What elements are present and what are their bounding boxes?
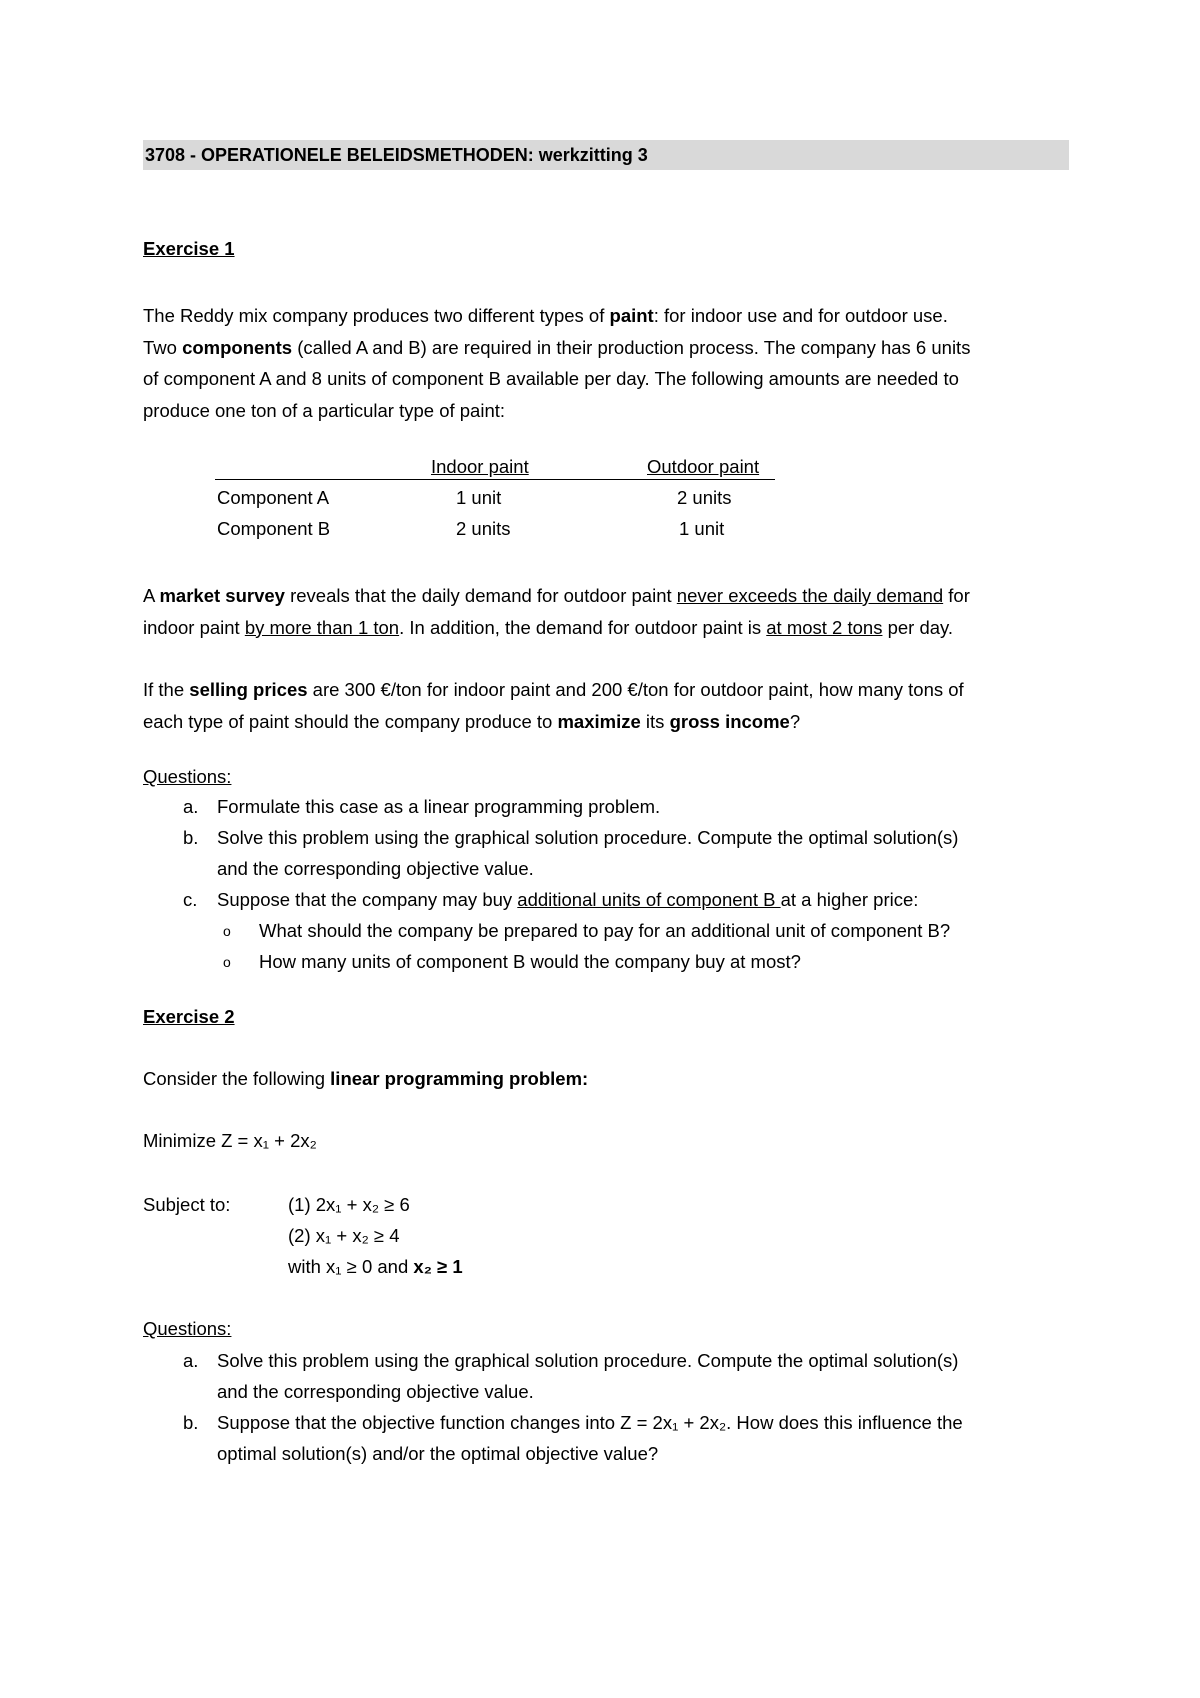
constraint-2: (2) x₁ + x₂ ≥ 4	[288, 1225, 400, 1246]
exercise1-intro	[143, 300, 1073, 426]
survey-line-2: indoor paint by more than 1 ton. In addition, the demand for outdoor paint is at most 2 tons per day.	[143, 616, 954, 638]
exercise2-heading: Exercise 2	[143, 1006, 235, 1027]
prices-line-1: If the selling prices are 300 €/ton for indoor paint and 200 €/ton for outdoor paint, how many tons of	[143, 679, 964, 700]
exercise1-questions-heading: Questions:	[143, 766, 232, 787]
table-header-rule	[215, 479, 775, 480]
document-page: 3708 - OPERATIONELE BELEIDSMETHODEN: werkzitting 3 Exercise 1 The Reddy mix company produces two different types of paint: for indoor use and for outdoor use. Two components (called A and B) are required in their production process. The company has 6 units of component A and 8 units of component B available per day. The following amounts are needed to produce one ton of a particular type of paint: Indoor paint Outdoor paint Component A 1 unit 2 units Component B 2 units 1 unit A market survey reveals that the daily demand for outdoor paint never exceeds the daily demand for indoor paint by more than 1 ton. In addition, the demand for outdoor paint is at most 2 tons per day. If the selling prices are 300 €/ton for indoor paint and 200 €/ton for outdoor paint, how many tons of each type of paint should the company produce to maximize its gross income? Questions: a. Formulate this case as a linear programming problem. b. Solve this problem using the graphical solution procedure. Compute the optimal solution(s) and the corresponding objective value. c. Suppose that the company may buy additional units of component B at a higher price: o What should the company be prepared to pay for an additional unit of component B? o How many units of component B would the company buy at most? Exercise 2 Consider the following linear programming problem: Minimize Z = x₁ + 2x₂ Subject to: (1) 2x₁ + x₂ ≥ 6 (2) x₁ + x₂ ≥ 4 with x₁ ≥ 0 and x₂ ≥ 1 Questions: a. Solve this problem using the graphical solution procedure. Compute the optimal solution(s) and the corresponding objective value. b. Suppose that the objective function changes into Z = 2x₁ + 2x₂. How does this influence the optimal solution(s) and/or the optimal objective value?	[0, 0, 1200, 1698]
exercise2-questions-heading: Questions:	[143, 1318, 232, 1339]
row-b-outdoor: 1 unit	[679, 518, 725, 539]
prices-paragraph	[143, 674, 1073, 737]
subject-to-label: Subject to:	[143, 1194, 231, 1215]
survey-line-1: A market survey reveals that the daily demand for outdoor paint never exceeds the daily demand for	[143, 585, 970, 606]
row-b-indoor: 2 units	[456, 518, 511, 539]
objective-function: Minimize Z = x₁ + 2x₂	[143, 1130, 317, 1151]
intro-line-4: produce one ton of a particular type of paint:	[143, 399, 506, 421]
document-title: 3708 - OPERATIONELE BELEIDSMETHODEN: werkzitting 3	[143, 140, 1069, 170]
intro-line-3: of component A and 8 units of component B available per day. The following amounts are needed to	[143, 368, 959, 389]
row-a-label: Component A	[217, 487, 330, 508]
market-survey-paragraph	[143, 580, 1073, 643]
row-a-indoor: 1 unit	[456, 487, 502, 508]
exercise2-intro: Consider the following linear programming problem:	[143, 1068, 589, 1089]
prices-line-2: each type of paint should the company produce to maximize its gross income?	[143, 710, 801, 732]
col-header-indoor: Indoor paint	[431, 456, 529, 477]
exercise1-heading: Exercise 1	[143, 238, 235, 259]
intro-line-1: The Reddy mix company produces two different types of paint: for indoor use and for outdoor use.	[143, 305, 948, 326]
row-b-label: Component B	[217, 518, 331, 539]
constraint-nonneg: with x₁ ≥ 0 and x₂ ≥ 1	[288, 1256, 463, 1277]
intro-line-2: Two components (called A and B) are required in their production process. The company has 6 units	[143, 336, 971, 358]
bullet-icon: o	[223, 954, 231, 970]
col-header-outdoor: Outdoor paint	[647, 456, 760, 477]
row-a-outdoor: 2 units	[677, 487, 732, 508]
bullet-icon: o	[223, 923, 231, 939]
constraint-1: (1) 2x₁ + x₂ ≥ 6	[288, 1194, 410, 1215]
